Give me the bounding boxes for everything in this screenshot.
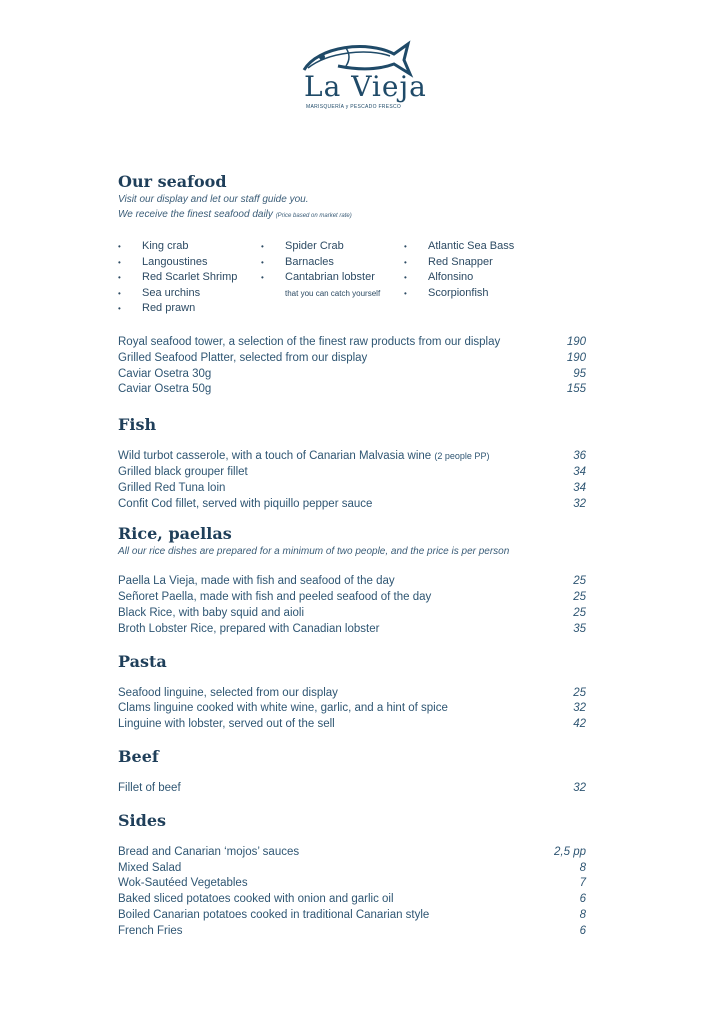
seafood-column [404,239,564,319]
menu-row [118,861,588,877]
dish-name: French Fries [118,924,183,937]
dish-price: 95 [573,367,586,380]
list-item: • Langoustines [118,255,261,271]
seafood-list [118,239,588,319]
section-note [118,207,588,224]
price-note: (Price based on market rate) [275,213,352,219]
list-item: • Alfonsino [404,270,564,286]
section-title: Sides [118,810,167,830]
dish-name: Bread and Canarian ‘mojos’ sauces [118,845,300,858]
dish-name: Señoret Paella, made with fish and peeled seafood of the day [118,591,432,604]
dish-price: 155 [566,383,586,396]
menu-row [118,701,588,717]
menu-row [118,622,588,638]
section-sides [118,811,588,940]
dish-name: Boiled Canarian potatoes cooked in traditional Canarian style [118,908,430,921]
menu-row [118,781,588,797]
dish-price: 6 [579,924,586,937]
dish-name: Confit Cod fillet, served with piquillo pepper sauce [118,497,373,510]
dish-name: Grilled Seafood Platter, selected from our display [118,351,368,364]
list-item-note: that you can catch yourself [285,288,381,298]
dish-name: Linguine with lobster, served out of the sell [118,718,335,731]
dish-note: (2 people PP) [434,451,490,462]
dish-price: 32 [573,781,586,794]
list-item: • Red prawn [118,301,261,317]
menu-row [118,876,588,892]
dish-name: Mixed Salad [118,861,182,874]
menu-items [118,781,588,797]
menu-row [118,367,588,383]
menu-row [118,908,588,924]
section-title: Pasta [118,651,167,671]
dish-price: 190 [566,351,586,364]
menu-row [118,892,588,908]
menu-items [118,845,588,940]
dish-price: 190 [566,336,586,348]
menu-items [118,686,588,733]
dish-price: 32 [573,702,586,715]
menu-row [118,481,588,497]
section-pasta [118,652,588,733]
section-rice [118,524,588,637]
menu-row [118,382,588,398]
menu-items [118,449,588,512]
menu-row [118,497,588,513]
dish-price: 25 [573,591,586,604]
dish-price: 35 [573,622,586,635]
dish-price: 7 [579,877,586,890]
menu-row [118,335,588,351]
menu [118,172,588,940]
dish-name: Grilled black grouper fillet [118,465,248,478]
list-item: • Spider Crab [261,239,404,255]
section-title: Rice, paellas [118,524,232,544]
section-title: Fish [118,415,157,435]
menu-row [118,574,588,590]
dish-name: Paella La Vieja, made with fish and seafood of the day [118,575,395,588]
menu-row [118,449,588,465]
menu-row [118,351,588,367]
section-fish [118,415,588,512]
list-item: • Cantabrian lobster [261,270,404,286]
dish-price: 34 [573,465,586,478]
dish-name: Caviar Osetra 30g [118,367,212,380]
section-beef [118,747,588,797]
dish-name: Black Rice, with baby squid and aioli [118,606,305,619]
menu-items [118,335,588,398]
dish-name: Broth Lobster Rice, prepared with Canadian lobster [118,622,380,635]
dish-price: 25 [573,575,586,588]
menu-row [118,465,588,481]
menu-row [118,686,588,702]
brand-tagline: MARISQUERÍA y PESCADO FRESCO [306,104,402,110]
section-title: Our seafood [118,172,227,191]
dish-price: 8 [579,861,586,874]
seafood-column [261,239,404,319]
dish-name: Seafood linguine, selected from our display [118,686,338,699]
list-item: • Red Scarlet Shrimp [118,270,261,286]
list-item: • Barnacles [261,255,404,271]
dish-name: Wok-Sautéed Vegetables [118,877,248,890]
seafood-column [118,239,261,319]
section-title: Beef [118,746,159,766]
dish-name-text: Wild turbot casserole, with a touch of Canarian Malvasia wine [118,450,432,463]
dish-price: 32 [573,497,586,510]
menu-row [118,590,588,606]
dish-price: 36 [573,450,586,463]
dish-name [118,449,489,465]
list-item: • Red Snapper [404,255,564,271]
dish-price: 34 [573,481,586,494]
dish-price: 6 [579,893,586,906]
dish-name: Baked sliced potatoes cooked with onion and garlic oil [118,893,394,906]
dish-name: Royal seafood tower, a selection of the finest raw products from our display [118,336,501,348]
restaurant-logo [298,40,427,116]
note-text: We receive the finest seafood daily [118,209,273,220]
list-item: • Scorpionfish [404,286,564,302]
dish-price: 42 [573,718,586,731]
menu-row [118,845,588,861]
menu-row [118,717,588,733]
dish-price: 2,5 pp [554,845,586,858]
dish-name: Fillet of beef [118,781,181,794]
brand-name: La Vieja [304,70,427,103]
menu-row [118,606,588,622]
list-item: • King crab [118,239,261,255]
menu-row [118,924,588,940]
dish-name: Grilled Red Tuna loin [118,481,226,494]
dish-price: 8 [579,908,586,921]
section-note: Visit our display and let our staff guide you. [118,194,309,205]
dish-name: Caviar Osetra 50g [118,383,212,396]
dish-name: Clams linguine cooked with white wine, garlic, and a hint of spice [118,702,448,715]
section-seafood [118,172,588,398]
list-item: • Atlantic Sea Bass [404,239,564,255]
menu-items [118,574,588,637]
list-item: • Sea urchins [118,286,261,302]
dish-price: 25 [573,606,586,619]
dish-price: 25 [573,686,586,699]
section-note: All our rice dishes are prepared for a minimum of two people, and the price is per person [118,546,510,558]
